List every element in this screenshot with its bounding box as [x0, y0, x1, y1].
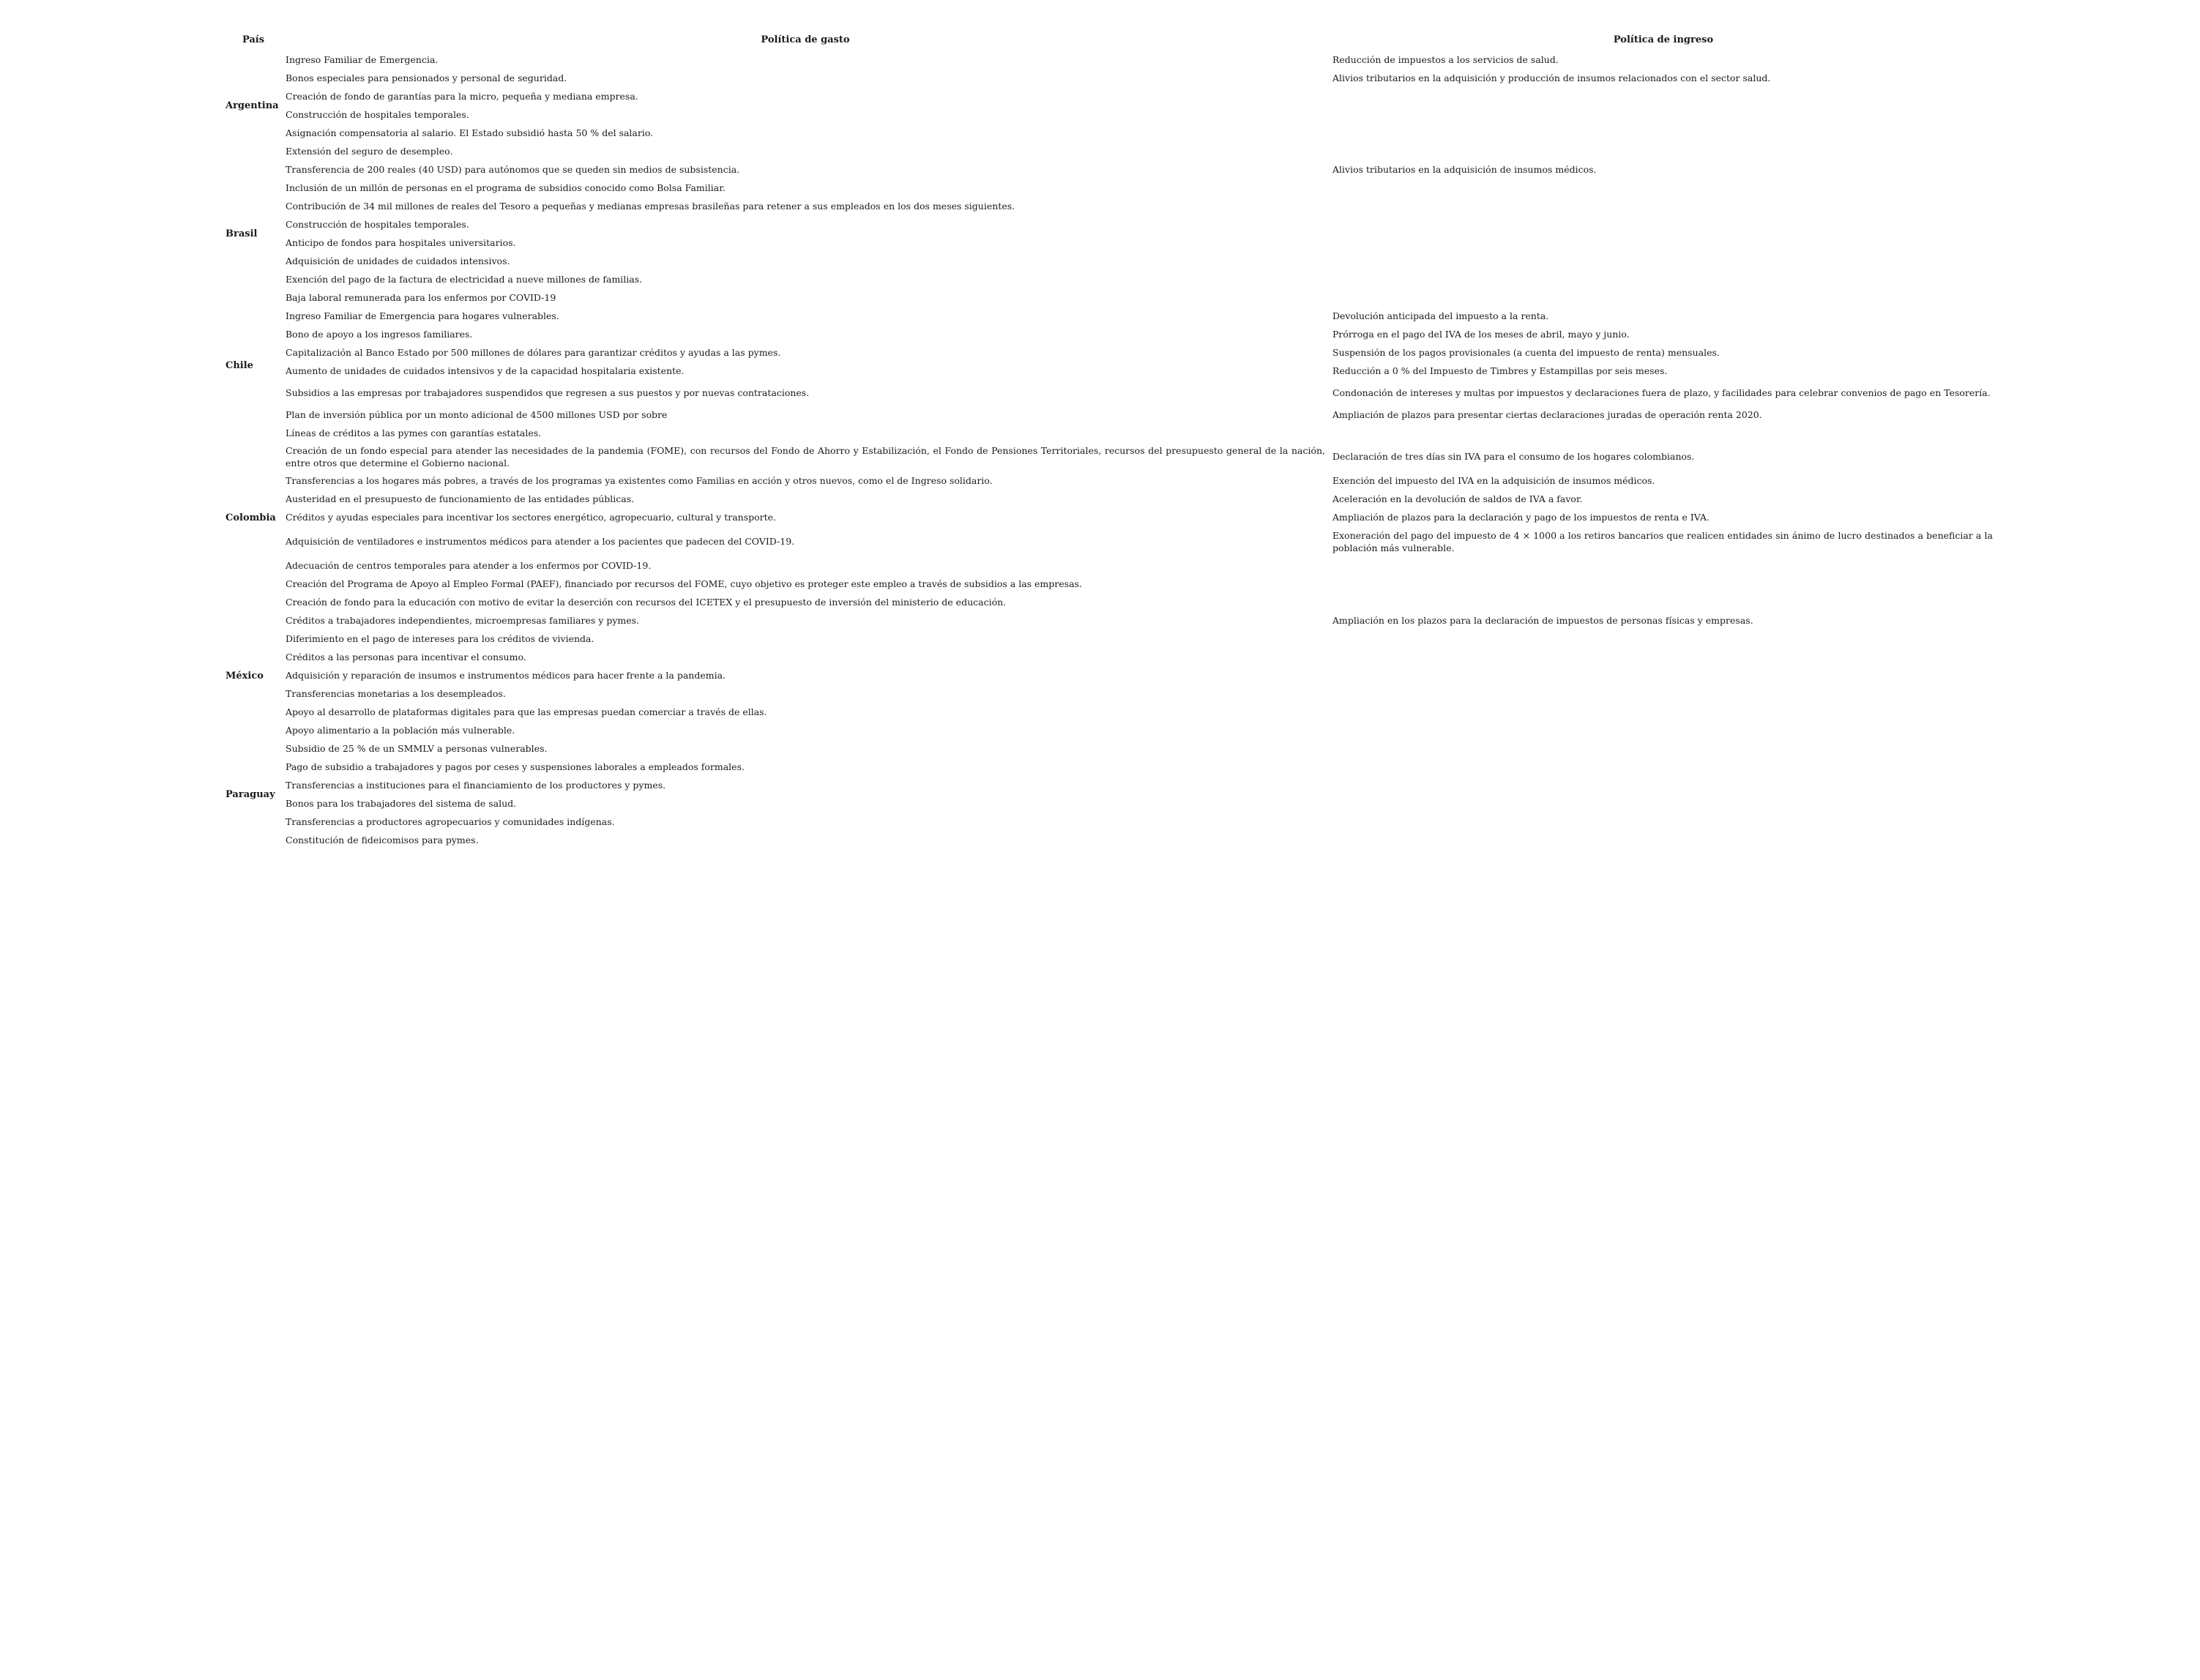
income-policy-cell: Exención del impuesto del IVA en la adquisición de insumos médicos.: [1332, 475, 1655, 487]
spending-policy-cell: Subsidios a las empresas por trabajadores suspendidos que regresen a sus puestos y por nuevas contrataciones.: [286, 387, 810, 398]
spending-policy-cell: Transferencias a productores agropecuarios y comunidades indígenas.: [286, 816, 615, 828]
table-row: [225, 425, 1997, 443]
income-policy-cell: [1330, 796, 1997, 814]
table-row: [225, 491, 1997, 509]
table-row: [225, 406, 1997, 425]
spending-policy-cell: Extensión del seguro de desempleo.: [286, 145, 453, 157]
spending-policy-cell: Créditos a las personas para incentivar el consumo.: [286, 652, 526, 663]
income-policy-cell: [1330, 124, 1997, 143]
income-policy-cell: Condonación de intereses y multas por impuestos y declaraciones fuera de plazo, y facilidades para celebrar convenios de pago en Tesorería.: [1332, 387, 1991, 398]
spending-policy-cell: Créditos a trabajadores independientes, microempresas familiares y pymes.: [286, 615, 640, 627]
spending-policy-cell: Ingreso Familiar de Emergencia.: [286, 53, 439, 65]
table-row: [225, 594, 1997, 613]
country-cell: Chile: [225, 359, 253, 371]
income-policy-cell: Devolución anticipada del impuesto a la renta.: [1332, 310, 1549, 321]
table-row: [225, 473, 1997, 491]
spending-policy-cell: Bonos para los trabajadores del sistema de salud.: [286, 798, 517, 810]
spending-policy-cell: Creación del Programa de Apoyo al Empleo Formal (PAEF), financiado por recursos del FOME, cuyo objetivo es proteger este empleo a través de subsidios a las empresas.: [286, 578, 1082, 590]
table-row: [225, 741, 1997, 759]
table-row: [225, 796, 1997, 814]
income-policy-cell: [1330, 425, 1997, 443]
table-row: [225, 576, 1997, 594]
table-row: [225, 613, 1997, 631]
header-country: País: [242, 34, 265, 46]
income-policy-cell: Declaración de tres días sin IVA para el consumo de los hogares colombianos.: [1332, 451, 1695, 463]
spending-policy-cell: Apoyo alimentario a la población más vulnerable.: [286, 725, 515, 736]
income-policy-cell: [1330, 631, 1997, 649]
table-row: [225, 216, 1997, 234]
spending-policy-cell: Transferencias a instituciones para el financiamiento de los productores y pymes.: [286, 780, 666, 791]
header-income-policy: Política de ingreso: [1613, 34, 1714, 46]
income-policy-cell: Reducción a 0 % del Impuesto de Timbres y Estampillas por seis meses.: [1332, 365, 1668, 376]
table-row: [225, 271, 1997, 289]
spending-policy-cell: Bonos especiales para pensionados y personal de seguridad.: [286, 72, 567, 83]
income-policy-cell: Alivios tributarios en la adquisición y producción de insumos relacionados con el sector salud.: [1332, 72, 1771, 83]
table-row: [225, 143, 1997, 161]
country-cell: Paraguay: [225, 789, 275, 801]
income-policy-cell: [1330, 271, 1997, 289]
income-policy-cell: Ampliación de plazos para presentar ciertas declaraciones juradas de operación renta 2020.: [1332, 408, 1762, 420]
table-row: [225, 326, 1997, 344]
income-policy-cell: [1330, 741, 1997, 759]
spending-policy-cell: Austeridad en el presupuesto de funcionamiento de las entidades públicas.: [286, 493, 635, 505]
header-spending-policy: Política de gasto: [761, 34, 850, 46]
spending-policy-cell: Contribución de 34 mil millones de reales del Tesoro a pequeñas y medianas empresas brasileñas para retener a sus empleados en los dos meses siguientes.: [286, 200, 1015, 212]
spending-policy-cell: Subsidio de 25 % de un SMMLV a personas vulnerables.: [286, 743, 548, 755]
table-row: [225, 668, 1997, 686]
income-policy-cell: [1330, 594, 1997, 613]
table-row: [225, 649, 1997, 668]
table-row: [225, 307, 1997, 326]
spending-policy-cell: Transferencia de 200 reales (40 USD) para autónomos que se queden sin medios de subsistencia.: [286, 163, 740, 175]
spending-policy-cell: Construcción de hospitales temporales.: [286, 108, 469, 120]
spending-policy-cell: Capitalización al Banco Estado por 500 millones de dólares para garantizar créditos y ayudas a las pymes.: [286, 346, 781, 358]
income-policy-cell: [1330, 649, 1997, 668]
spending-policy-cell: Ingreso Familiar de Emergencia para hogares vulnerables.: [286, 310, 559, 321]
table-row: [225, 814, 1997, 832]
table-row: [225, 70, 1997, 88]
spending-policy-cell: Creación de un fondo especial para atender las necesidades de la pandemia (FOME), con recursos del Fondo de Ahorro y Estabilización, el Fondo de Pensiones Territoriales, recursos del presupuesto general de la nación, entre otros que determine el Gobierno nacional.: [286, 445, 1325, 468]
table-row: [225, 558, 1997, 576]
income-policy-cell: [1330, 576, 1997, 594]
income-policy-cell: [1330, 777, 1997, 796]
spending-policy-cell: Apoyo al desarrollo de plataformas digitales para que las empresas puedan comerciar a través de ellas.: [286, 706, 767, 718]
spending-policy-cell: Aumento de unidades de cuidados intensivos y de la capacidad hospitalaria existente.: [286, 365, 685, 376]
table-row: [225, 161, 1997, 179]
income-policy-cell: Aceleración en la devolución de saldos de IVA a favor.: [1332, 493, 1583, 505]
income-policy-cell: [1330, 686, 1997, 704]
table-body: [225, 51, 1997, 851]
spending-policy-cell: Líneas de créditos a las pymes con garantías estatales.: [286, 427, 542, 438]
table-row: [225, 362, 1997, 381]
income-policy-cell: Exoneración del pago del impuesto de 4 × 1000 a los retiros bancarios que realicen entidades sin ánimo de lucro destinados a beneficiar a la población más vulnerable.: [1332, 529, 1993, 553]
income-policy-cell: [1330, 723, 1997, 741]
table-header: [225, 31, 1997, 51]
spending-policy-cell: Adecuación de centros temporales para atender a los enfermos por COVID-19.: [286, 560, 652, 572]
income-policy-cell: Alivios tributarios en la adquisición de insumos médicos.: [1332, 163, 1597, 175]
table-row: [225, 289, 1997, 307]
table-row: [225, 759, 1997, 777]
table-row: [225, 124, 1997, 143]
spending-policy-cell: Construcción de hospitales temporales.: [286, 218, 469, 230]
income-policy-cell: Ampliación en los plazos para la declaración de impuestos de personas físicas y empresas.: [1332, 615, 1753, 627]
spending-policy-cell: Adquisición de unidades de cuidados intensivos.: [286, 255, 510, 266]
table-row: [225, 704, 1997, 723]
spending-policy-cell: Transferencias monetarias a los desempleados.: [286, 688, 506, 700]
income-policy-cell: [1330, 143, 1997, 161]
spending-policy-cell: Adquisición de ventiladores e instrumentos médicos para atender a los pacientes que padecen del COVID-19.: [286, 536, 795, 548]
country-cell: Brasil: [225, 228, 258, 239]
table-row: [225, 443, 1997, 473]
table-row: [225, 381, 1997, 406]
spending-policy-cell: Bono de apoyo a los ingresos familiares.: [286, 328, 473, 340]
table-row: [225, 344, 1997, 362]
table-row: [225, 631, 1997, 649]
spending-policy-cell: Exención del pago de la factura de electricidad a nueve millones de familias.: [286, 273, 643, 285]
table-row: [225, 723, 1997, 741]
country-cell: México: [225, 670, 264, 682]
spending-policy-cell: Créditos y ayudas especiales para incentivar los sectores energético, agropecuario, cultural y transporte.: [286, 512, 777, 523]
spending-policy-cell: Creación de fondo para la educación con motivo de evitar la deserción con recursos del ICETEX y el presupuesto de inversión del ministerio de educación.: [286, 597, 1007, 608]
income-policy-cell: [1330, 179, 1997, 198]
income-policy-cell: [1330, 704, 1997, 723]
income-policy-cell: Prórroga en el pago del IVA de los meses de abril, mayo y junio.: [1332, 328, 1630, 340]
policy-table: [225, 31, 1997, 851]
income-policy-cell: [1330, 216, 1997, 234]
table-row: [225, 253, 1997, 271]
income-policy-cell: Ampliación de plazos para la declaración y pago de los impuestos de renta e IVA.: [1332, 512, 1709, 523]
income-policy-cell: [1330, 759, 1997, 777]
country-cell: Argentina: [225, 100, 279, 111]
income-policy-cell: [1330, 289, 1997, 307]
income-policy-cell: [1330, 253, 1997, 271]
spending-policy-cell: Transferencias a los hogares más pobres, a través de los programas ya existentes como Familias en acción y otros nuevos, como el de Ingreso solidario.: [286, 475, 993, 487]
table-row: [225, 509, 1997, 528]
table-row: [225, 777, 1997, 796]
income-policy-cell: [1330, 198, 1997, 216]
spending-policy-cell: Constitución de fideicomisos para pymes.: [286, 835, 479, 846]
spending-policy-cell: Creación de fondo de garantías para la micro, pequeña y mediana empresa.: [286, 90, 638, 102]
spending-policy-cell: Anticipo de fondos para hospitales universitarios.: [286, 236, 516, 248]
spending-policy-cell: Asignación compensatoria al salario. El Estado subsidió hasta 50 % del salario.: [286, 127, 654, 138]
table-row: [225, 179, 1997, 198]
table-row: [225, 51, 1997, 70]
income-policy-cell: [1330, 106, 1997, 124]
spending-policy-cell: Diferimiento en el pago de intereses para los créditos de vivienda.: [286, 633, 594, 645]
income-policy-cell: Suspensión de los pagos provisionales (a cuenta del impuesto de renta) mensuales.: [1332, 346, 1720, 358]
table-row: [225, 198, 1997, 216]
table-row: [225, 686, 1997, 704]
header-row: [225, 31, 1997, 51]
income-policy-cell: [1330, 668, 1997, 686]
spending-policy-cell: Adquisición y reparación de insumos e instrumentos médicos para hacer frente a la pandemia.: [286, 670, 726, 682]
table-row: [225, 88, 1997, 106]
table-row: [225, 234, 1997, 253]
income-policy-cell: [1330, 832, 1997, 851]
table-row: [225, 106, 1997, 124]
spending-policy-cell: Plan de inversión pública por un monto adicional de 4500 millones USD por sobre: [286, 408, 668, 420]
income-policy-cell: [1330, 88, 1997, 106]
income-policy-cell: Reducción de impuestos a los servicios de salud.: [1332, 53, 1559, 65]
spending-policy-cell: Pago de subsidio a trabajadores y pagos por ceses y suspensiones laborales a empleados formales.: [286, 761, 745, 773]
spending-policy-cell: Baja laboral remunerada para los enfermos por COVID-19: [286, 291, 556, 303]
income-policy-cell: [1330, 234, 1997, 253]
spending-policy-cell: Inclusión de un millón de personas en el programa de subsidios conocido como Bolsa Familiar.: [286, 182, 726, 193]
income-policy-cell: [1330, 814, 1997, 832]
income-policy-cell: [1330, 558, 1997, 576]
country-cell: Colombia: [225, 512, 276, 523]
table-row: [225, 528, 1997, 558]
table-row: [225, 832, 1997, 851]
